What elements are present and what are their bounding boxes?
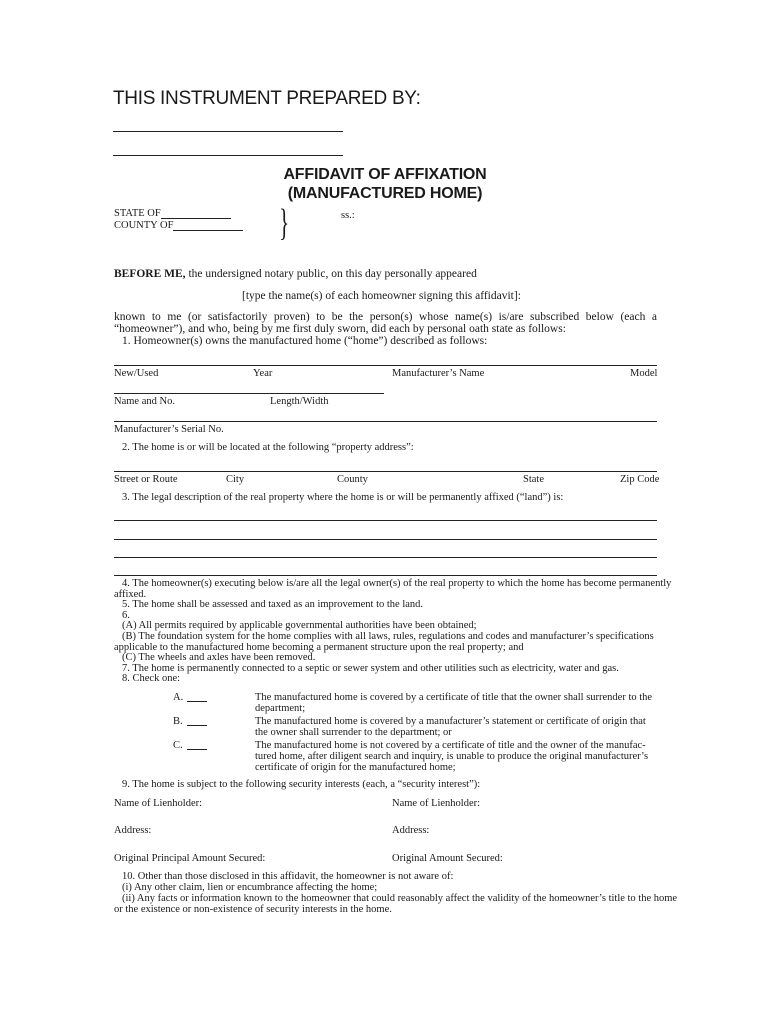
lienholder-name-label-2: Name of Lienholder:	[392, 798, 481, 809]
item-10-line-3: (ii) Any facts or information known to the homeowner that could reasonably affect the validity of the homeowner’s title to the home	[122, 893, 678, 904]
lienholder-address-label-1: Address:	[114, 825, 152, 836]
option-b-letter: B.	[173, 716, 183, 727]
serial-line[interactable]	[114, 421, 657, 422]
option-c-letter: C.	[173, 740, 183, 751]
item-6c-text: (C) The wheels and axles have been removed.	[122, 652, 316, 663]
length-width-label: Length/Width	[270, 396, 329, 407]
name-no-label: Name and No.	[114, 396, 175, 407]
new-used-label: New/Used	[114, 368, 159, 379]
item-4-line-2: affixed.	[114, 589, 147, 600]
before-me-statement	[114, 268, 477, 280]
prepared-by-heading: THIS INSTRUMENT PREPARED BY:	[113, 88, 421, 109]
county-field[interactable]	[173, 230, 243, 231]
serial-no-label: Manufacturer’s Serial No.	[114, 424, 224, 435]
option-b-line-1: The manufactured home is covered by a manufacturer’s statement or certificate of origin that	[255, 716, 646, 727]
manufacturer-name-label: Manufacturer’s Name	[392, 368, 485, 379]
zip-label: Zip Code	[620, 474, 660, 485]
option-b-checkbox[interactable]	[187, 725, 207, 726]
model-label: Model	[630, 368, 658, 379]
item-2-text: 2. The home is or will be located at the following “property address”:	[122, 442, 414, 453]
item-4-line-1: 4. The homeowner(s) executing below is/are all the legal owner(s) of the real property to which the home has become permanently	[122, 578, 672, 589]
item-5-text: 5. The home shall be assessed and taxed as an improvement to the land.	[122, 599, 424, 610]
county-label: COUNTY OF	[114, 220, 174, 231]
before-me-bold: BEFORE ME,	[114, 268, 186, 280]
county-field-label: County	[337, 474, 368, 485]
preparer-line-1[interactable]	[113, 131, 343, 132]
brace-icon: }	[279, 202, 290, 244]
legal-description-line-4[interactable]	[114, 575, 657, 576]
option-c-line-2: tured home, after diligent search and inquiry, is unable to produce the original manufacturer’s	[255, 751, 649, 762]
known-line-1: known to me (or satisfactorily proven) to be the person(s) whose name(s) is/are subscribed below (each a	[114, 311, 657, 323]
state-label: STATE OF	[114, 208, 161, 219]
item-8-text: 8. Check one:	[122, 673, 181, 684]
item-7-text: 7. The home is permanently connected to a septic or sewer system and other utilities such as electricity, water and gas.	[122, 663, 619, 674]
item-10-line-1: 10. Other than those disclosed in this affidavit, the homeowner is not aware of:	[122, 871, 454, 882]
state-field-label: State	[523, 474, 544, 485]
option-a-line-2: department;	[255, 703, 306, 714]
legal-description-line-2[interactable]	[114, 539, 657, 540]
name-length-line[interactable]	[114, 393, 384, 394]
item-3-text: 3. The legal description of the real property where the home is or will be permanently affixed (“land”) is:	[122, 492, 564, 503]
item-6a-text: (A) All permits required by applicable governmental authorities have been obtained;	[122, 620, 477, 631]
legal-description-line-3[interactable]	[114, 557, 657, 558]
street-label: Street or Route	[114, 474, 178, 485]
item-6-text: 6.	[122, 610, 130, 621]
ss-label: ss.:	[341, 210, 355, 221]
type-names-instruction: [type the name(s) of each homeowner signing this affidavit]:	[242, 290, 521, 302]
item-6b-line-1: (B) The foundation system for the home complies with all laws, rules, regulations and codes and manufacturer’s specifications	[122, 631, 654, 642]
item-9-text: 9. The home is subject to the following security interests (each, a “security interest”):	[122, 779, 481, 790]
item-6b-line-2: applicable to the manufactured home becoming a permanent structure upon the real property; and	[114, 642, 524, 653]
state-field[interactable]	[161, 218, 231, 219]
home-info-line[interactable]	[114, 365, 657, 366]
option-a-line-1: The manufactured home is covered by a certificate of title that the owner shall surrender to the	[255, 692, 653, 703]
legal-description-line-1[interactable]	[114, 520, 657, 521]
amount-secured-label-2: Original Amount Secured:	[392, 853, 503, 864]
item-1-text: 1. Homeowner(s) owns the manufactured home (“home”) described as follows:	[122, 335, 488, 347]
preparer-line-2[interactable]	[113, 155, 343, 156]
option-a-checkbox[interactable]	[187, 701, 207, 702]
option-a-letter: A.	[173, 692, 184, 703]
known-line-2: “homeowner”), and who, being by me first duly sworn, did each by personal oath state as follows:	[114, 323, 566, 335]
document-subtitle: (MANUFACTURED HOME)	[287, 185, 483, 202]
address-line[interactable]	[114, 471, 657, 472]
option-c-checkbox[interactable]	[187, 749, 207, 750]
lienholder-name-label-1: Name of Lienholder:	[114, 798, 203, 809]
item-10-line-2: (i) Any other claim, lien or encumbrance affecting the home;	[122, 882, 378, 893]
document-title: AFFIDAVIT OF AFFIXATION	[283, 166, 487, 183]
option-c-line-1: The manufactured home is not covered by a certificate of title and the owner of the manufac-	[255, 740, 646, 751]
lienholder-address-label-2: Address:	[392, 825, 430, 836]
option-b-line-2: the owner shall surrender to the department; or	[255, 727, 452, 738]
city-label: City	[226, 474, 245, 485]
before-me-rest: the undersigned notary public, on this day personally appeared	[185, 268, 477, 280]
item-10-line-4: or the existence or non-existence of security interests in the home.	[114, 904, 392, 915]
amount-secured-label-1: Original Principal Amount Secured:	[114, 853, 266, 864]
option-c-line-3: certificate of origin for the manufactured home;	[255, 762, 456, 773]
year-label: Year	[253, 368, 273, 379]
